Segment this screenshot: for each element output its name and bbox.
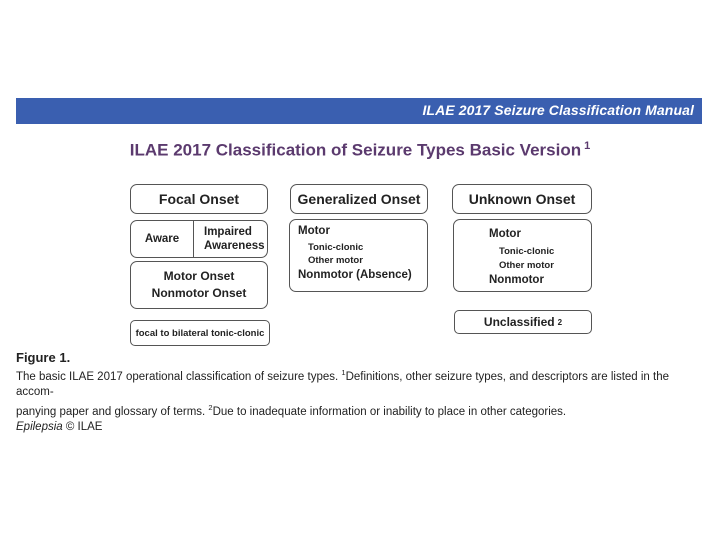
title-superscript: 1 [584, 140, 591, 152]
impaired-awareness-cell [194, 221, 267, 257]
journal-name: Epilepsia [16, 420, 63, 433]
focal-motor-box [130, 261, 268, 309]
focal-bilateral-box [130, 320, 270, 346]
bilateral-label: focal to bilateral tonic-clonic [135, 327, 265, 339]
gen-other-motor-label: Other motor [308, 255, 363, 266]
unknown-onset-label: Unknown Onset [468, 191, 576, 207]
unk-other-motor-label: Other motor [499, 260, 554, 271]
generalized-types-box [289, 219, 428, 292]
unclassified-label: Unclassified [483, 315, 555, 329]
gen-tonic-clonic-label: Tonic-clonic [308, 242, 364, 253]
unknown-types-box [453, 219, 592, 292]
caption-sup-1: 1 [341, 368, 346, 377]
gen-nonmotor-label: Nonmotor (Absence) [298, 269, 412, 281]
aware-label: Aware [144, 233, 180, 245]
unknown-onset-box [452, 184, 592, 214]
caption-text-a: The basic ILAE 2017 operational classification of seizure types. [16, 370, 339, 383]
awareness-box [130, 220, 268, 258]
banner-title: ILAE 2017 Seizure Classification Manual [422, 102, 694, 118]
focal-onset-label: Focal Onset [158, 191, 240, 207]
caption-text-d: Due to inadequate information or inability to place in other categories. [212, 405, 567, 418]
generalized-onset-box [290, 184, 428, 214]
motor-onset-label: Motor Onset [163, 269, 235, 283]
diagram-title [0, 140, 720, 161]
unk-nonmotor-label: Nonmotor [489, 274, 544, 286]
caption-text-c: panying paper and glossary of terms. [16, 405, 206, 418]
copyright-text: © ILAE [65, 420, 103, 433]
focal-onset-box [130, 184, 268, 214]
caption-sup-2: 2 [208, 402, 213, 412]
gen-motor-label: Motor [298, 225, 330, 237]
diagram-title-text: ILAE 2017 Classification of Seizure Types Basic Version [129, 140, 582, 160]
awareness-label: Awareness [204, 240, 265, 252]
caption-line-1 [16, 365, 706, 400]
caption-line-3 [16, 420, 706, 435]
unclassified-box [454, 310, 592, 334]
caption-line-2 [16, 400, 706, 420]
nonmotor-onset-label: Nonmotor Onset [151, 286, 247, 300]
figure-label: Figure 1. [16, 350, 71, 365]
caption-text-b: Definitions, other seizure types, and descriptors are listed in the accom- [16, 370, 670, 398]
unclassified-superscript: 2 [557, 317, 563, 327]
unk-tonic-clonic-label: Tonic-clonic [499, 246, 555, 257]
header-banner [16, 98, 702, 124]
generalized-onset-label: Generalized Onset [297, 191, 421, 207]
impaired-label: Impaired [204, 226, 252, 238]
figure-caption [16, 350, 706, 435]
aware-cell [131, 221, 194, 257]
unk-motor-label: Motor [489, 228, 521, 240]
